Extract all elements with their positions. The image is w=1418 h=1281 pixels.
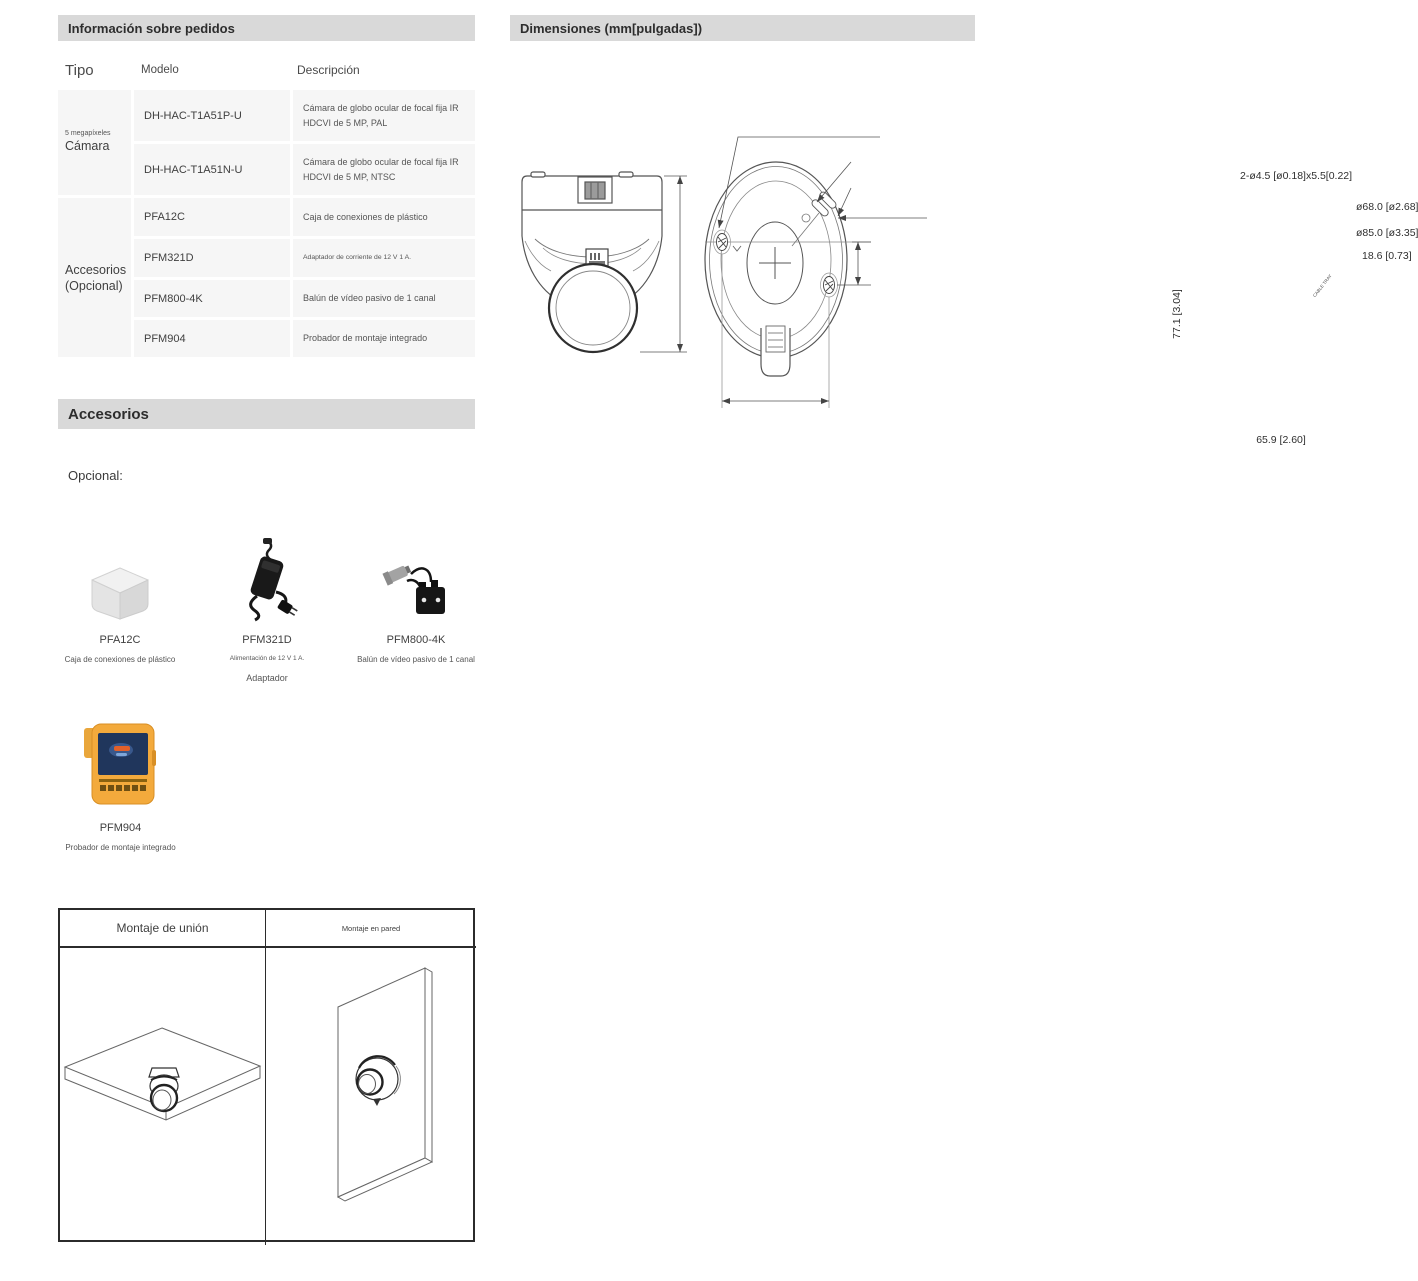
dim-outer-diameter-label: ø85.0 [ø3.35] [1356,227,1418,239]
description-cell: Cámara de globo ocular de focal fija IR HDCVI de 5 MP, PAL [293,90,475,141]
dim-hole-offset-label: 18.6 [0.73] [1362,250,1412,262]
wall-mount-diagram [266,948,476,1245]
model-cell: PFM321D [134,239,290,277]
junction-mount-diagram [60,948,266,1245]
mount-tester-image [43,718,198,808]
junction-mount-title: Montaje de unión [60,910,266,948]
accessory-description: Balún de vídeo pasivo de 1 canal [357,655,475,664]
type-camera-label: Cámara [65,139,110,154]
ordering-table [58,90,475,357]
column-header-tipo: Tipo [65,61,94,79]
description-cell: Probador de montaje integrado [293,320,475,357]
ordering-section-title: Información sobre pedidos [58,15,475,41]
description-cell: Adaptador de corriente de 12 V 1 A. [293,239,475,277]
cable-tray-label: CABLE TRAY [1311,273,1333,299]
optional-subtitle: Opcional: [68,468,123,483]
model-cell: PFA12C [134,198,290,236]
dim-height-label: 77.1 [3.04] [1171,289,1183,339]
dim-mount-holes-label: 2-ø4.5 [ø0.18]x5.5[0.22] [1240,170,1353,182]
dim-inner-diameter-label: ø68.0 [ø2.68] [1356,201,1418,213]
accessory-card-pfm321d [205,540,329,683]
wall-mount-title: Montaje en pared [266,910,476,948]
accessory-model: PFA12C [99,634,141,646]
dim-width-label: 65.9 [2.60] [1256,434,1306,446]
model-cell: DH-HAC-T1A51N-U [134,144,290,195]
dimensions-section-title: Dimensiones (mm[pulgadas]) [510,15,975,41]
column-header-modelo: Modelo [141,64,179,76]
mounting-table [58,908,475,1242]
junction-box-image [58,548,182,620]
type-cell-camera [58,90,131,195]
accessory-card-pfm800-4k [350,546,482,664]
type-accessories-label: Accesorios (Opcional) [65,262,127,293]
type-megapixels-label: 5 megapíxeles [65,130,111,138]
accessory-model: PFM800-4K [386,634,446,646]
accessory-card-pfm904 [43,718,198,852]
description-cell: Cámara de globo ocular de focal fija IR HDCVI de 5 MP, NTSC [293,144,475,195]
power-adapter-image [205,540,329,620]
model-cell: DH-HAC-T1A51P-U [134,90,290,141]
accessories-section-title: Accesorios [58,399,475,429]
dimensions-drawing [505,50,1418,450]
accessory-description: Alimentación de 12 V 1 A. [229,655,305,662]
camera-dimension-lineart [505,50,990,450]
type-cell-accessories [58,198,131,357]
accessory-description: Probador de montaje integrado [65,843,176,852]
accessory-description: Caja de conexiones de plástico [64,655,176,664]
description-cell: Caja de conexiones de plástico [293,198,475,236]
accessory-card-pfa12c [58,548,182,664]
accessory-model: PFM904 [99,822,142,834]
accessory-model: PFM321D [242,634,292,646]
description-cell: Balún de vídeo pasivo de 1 canal [293,280,475,317]
model-cell: PFM800-4K [134,280,290,317]
column-header-descripcion: Descripción [297,63,360,77]
video-balun-image [350,546,482,620]
model-cell: PFM904 [134,320,290,357]
ordering-table-header [58,52,475,88]
accessory-description-2: Adaptador [246,673,288,683]
